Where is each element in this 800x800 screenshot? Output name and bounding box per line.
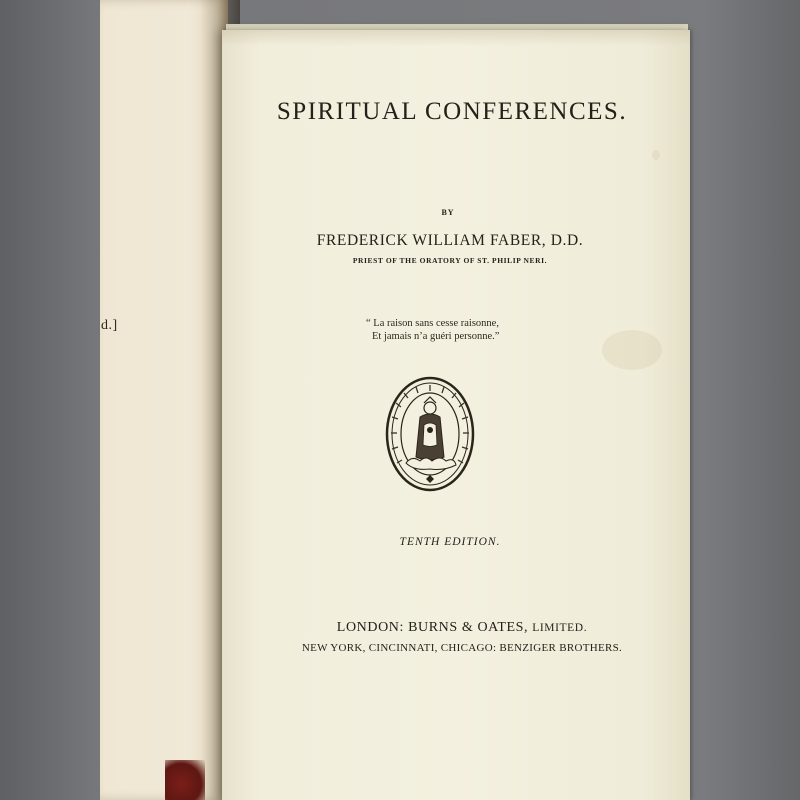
epigraph bbox=[366, 317, 499, 343]
epigraph-line-2: Et jamais n’a guéri personne.” bbox=[372, 331, 500, 342]
author-subtitle: PRIEST OF THE ORATORY OF ST. PHILIP NERI. bbox=[352, 256, 548, 265]
publisher-cities: NEW YORK, CINCINNATI, CHICAGO: BENZIGER BROTHERS. bbox=[301, 642, 623, 654]
publisher-prefix: LONDON: BURNS & OATES, bbox=[336, 620, 533, 635]
paper-stain bbox=[602, 330, 662, 370]
by-line: BY bbox=[441, 208, 455, 217]
publisher-suffix: LIMITED. bbox=[532, 622, 588, 634]
book-title: SPIRITUAL CONFERENCES. bbox=[276, 98, 628, 125]
edition-label: TENTH EDITION. bbox=[399, 536, 501, 548]
epigraph-line-1: “ La raison sans cesse raisonne, bbox=[366, 318, 499, 329]
left-page-text-fragment: d.] bbox=[101, 318, 118, 333]
author-name: FREDERICK WILLIAM FABER, D.D. bbox=[316, 232, 584, 249]
title-page bbox=[222, 30, 690, 800]
oratory-seal-icon bbox=[384, 375, 476, 493]
binding-edge bbox=[165, 760, 205, 800]
paper-stain bbox=[652, 150, 660, 160]
publisher-line bbox=[252, 620, 672, 636]
